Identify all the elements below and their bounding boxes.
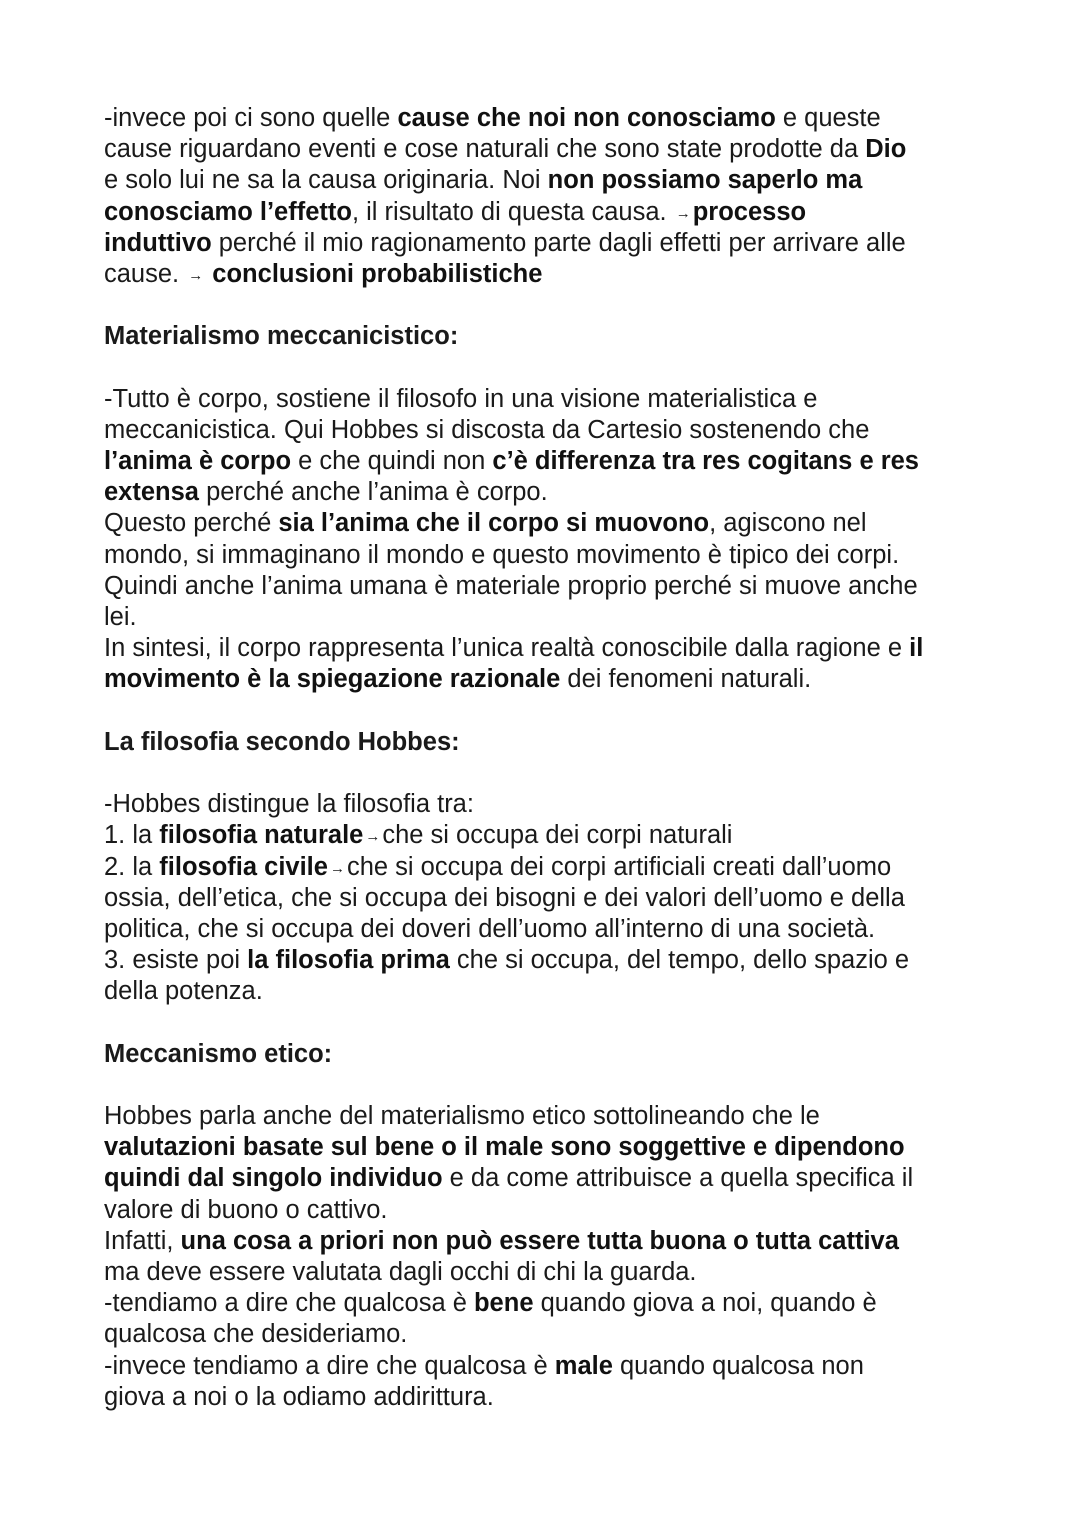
bold-text: filosofia civile <box>159 852 328 881</box>
text-run: -tendiamo a dire che qualcosa è <box>104 1289 474 1318</box>
spacer <box>104 1070 1004 1101</box>
text-line <box>104 1351 1004 1382</box>
bold-text: l’anima è corpo <box>104 447 292 476</box>
heading-text: Meccanismo etico: <box>104 1039 333 1068</box>
bold-text: processo <box>692 197 807 226</box>
text-line <box>104 103 1004 134</box>
list-item <box>104 945 1004 976</box>
paragraph-cause-sconosciute <box>104 103 1004 290</box>
text-run: e queste <box>775 104 881 132</box>
text-run: che si occupa dei corpi naturali <box>382 821 733 850</box>
text-line <box>104 259 1004 290</box>
bold-text: movimento è la spiegazione razionale <box>104 665 561 694</box>
text-run: che si occupa, del tempo, dello spazio e <box>449 946 910 975</box>
text-run: -invece tendiamo a dire che qualcosa è <box>104 1351 555 1380</box>
bold-text: induttivo <box>104 228 212 257</box>
text-run: , il risultato di questa causa. <box>351 197 674 226</box>
text-line <box>104 197 1004 228</box>
text-line: meccanicistica. Qui Hobbes si discosta da Cartesio sostenendo che <box>104 415 870 444</box>
text-line <box>104 165 1004 196</box>
bold-text: cause che noi non conosciamo <box>397 104 776 132</box>
text-run: 1. la <box>104 821 160 850</box>
text-line: mondo, si immaginano il mondo e questo movimento è tipico dei corpi. <box>104 540 900 569</box>
bold-text: bene <box>473 1289 534 1318</box>
text-run: perché il mio ragionamento parte dagli effetti per arrivare alle <box>211 228 906 257</box>
heading-text: Materialismo meccanicistico: <box>104 322 459 351</box>
bold-text: una cosa a priori non può essere tutta buona o tutta cattiva <box>180 1226 899 1255</box>
text-run: 2. la <box>104 852 160 881</box>
text-run: 3. esiste poi <box>104 946 248 975</box>
spacer <box>104 696 1004 727</box>
text-run: quando qualcosa non <box>612 1351 864 1380</box>
arrow-right-icon: → <box>329 859 345 877</box>
text-line <box>104 134 1004 165</box>
list-item <box>104 820 1004 851</box>
spacer <box>104 290 1004 321</box>
text-line: valore di buono o cattivo. <box>104 1195 388 1224</box>
bold-text: filosofia naturale <box>159 821 364 850</box>
section-heading-filosofia <box>104 727 1004 758</box>
text-run: perché anche l’anima è corpo. <box>198 478 548 507</box>
text-line: qualcosa che desideriamo. <box>104 1320 408 1349</box>
text-line: Hobbes parla anche del materialismo etico sottolineando che le <box>104 1102 820 1130</box>
spacer <box>104 758 1004 789</box>
text-line <box>104 446 1004 477</box>
bold-text: quindi dal singolo individuo <box>104 1164 443 1193</box>
text-line: -Tutto è corpo, sostiene il filosofo in una visione materialistica e <box>104 384 818 413</box>
text-run: e solo lui ne sa la causa originaria. Noi <box>104 166 548 195</box>
text-line <box>104 1288 1004 1319</box>
text-run: -invece poi ci sono quelle <box>104 104 398 132</box>
paragraph-etico <box>104 1101 1004 1413</box>
arrow-right-icon: → <box>188 266 204 284</box>
bold-text: non possiamo saperlo ma <box>547 166 863 195</box>
bold-text: conclusioni probabilistiche <box>205 259 543 288</box>
text-line <box>104 664 1004 695</box>
text-run: In sintesi, il corpo rappresenta l’unica realtà conoscibile dalla ragione e <box>104 634 910 663</box>
bold-text: extensa <box>104 478 199 507</box>
text-run: Infatti, <box>104 1226 181 1255</box>
text-line: lei. <box>104 603 137 631</box>
bold-text: c’è differenza tra res cogitans e res <box>492 447 919 476</box>
text-run: Questo perché <box>104 509 279 538</box>
paragraph-filosofia <box>104 789 1004 1007</box>
text-line <box>104 1226 1004 1257</box>
text-run: cause. <box>104 259 187 288</box>
text-run: che si occupa dei corpi artificiali creati dall’uomo <box>346 852 892 881</box>
list-item <box>104 852 1004 883</box>
bold-text: conosciamo l’effetto <box>104 197 352 226</box>
arrow-right-icon: → <box>365 828 381 846</box>
text-line: -Hobbes distingue la filosofia tra: <box>104 790 474 819</box>
section-heading-etico <box>104 1039 1004 1070</box>
spacer <box>104 353 1004 384</box>
arrow-right-icon: → <box>675 204 691 222</box>
text-line <box>104 1163 1004 1194</box>
text-run: dei fenomeni naturali. <box>560 665 812 694</box>
document-body <box>104 103 1004 1413</box>
bold-text: la filosofia prima <box>247 946 450 975</box>
text-line: della potenza. <box>104 977 263 1006</box>
bold-text: male <box>554 1351 613 1380</box>
text-line: Quindi anche l’anima umana è materiale proprio perché si muove anche <box>104 571 918 600</box>
text-line <box>104 477 1004 508</box>
text-run: cause riguardano eventi e cose naturali che sono state prodotte da <box>104 135 866 164</box>
text-line <box>104 508 1004 539</box>
bold-text: valutazioni basate sul bene o il male sono soggettive e dipendono <box>104 1133 905 1162</box>
text-line: politica, che si occupa dei doveri dell’uomo all’interno di una società. <box>104 914 876 943</box>
text-line: giova a noi o la odiamo addirittura. <box>104 1382 494 1411</box>
heading-text: La filosofia secondo Hobbes: <box>104 727 460 756</box>
bold-text: Dio <box>865 135 907 164</box>
text-line: ossia, dell’etica, che si occupa dei bisogni e dei valori dell’uomo e della <box>104 883 905 912</box>
text-line <box>104 228 1004 259</box>
text-run: , agiscono nel <box>709 509 867 538</box>
text-line: ma deve essere valutata dagli occhi di chi la guarda. <box>104 1257 697 1286</box>
text-run: e che quindi non <box>291 447 493 476</box>
bold-text: sia l’anima che il corpo si muovono <box>278 509 710 538</box>
section-heading-materialismo <box>104 321 1004 352</box>
spacer <box>104 1007 1004 1038</box>
text-line <box>104 633 1004 664</box>
bold-text: il <box>909 634 924 663</box>
text-run: e da come attribuisce a quella specifica il <box>442 1164 914 1193</box>
paragraph-materialismo <box>104 384 1004 696</box>
text-run: quando giova a noi, quando è <box>533 1289 877 1318</box>
